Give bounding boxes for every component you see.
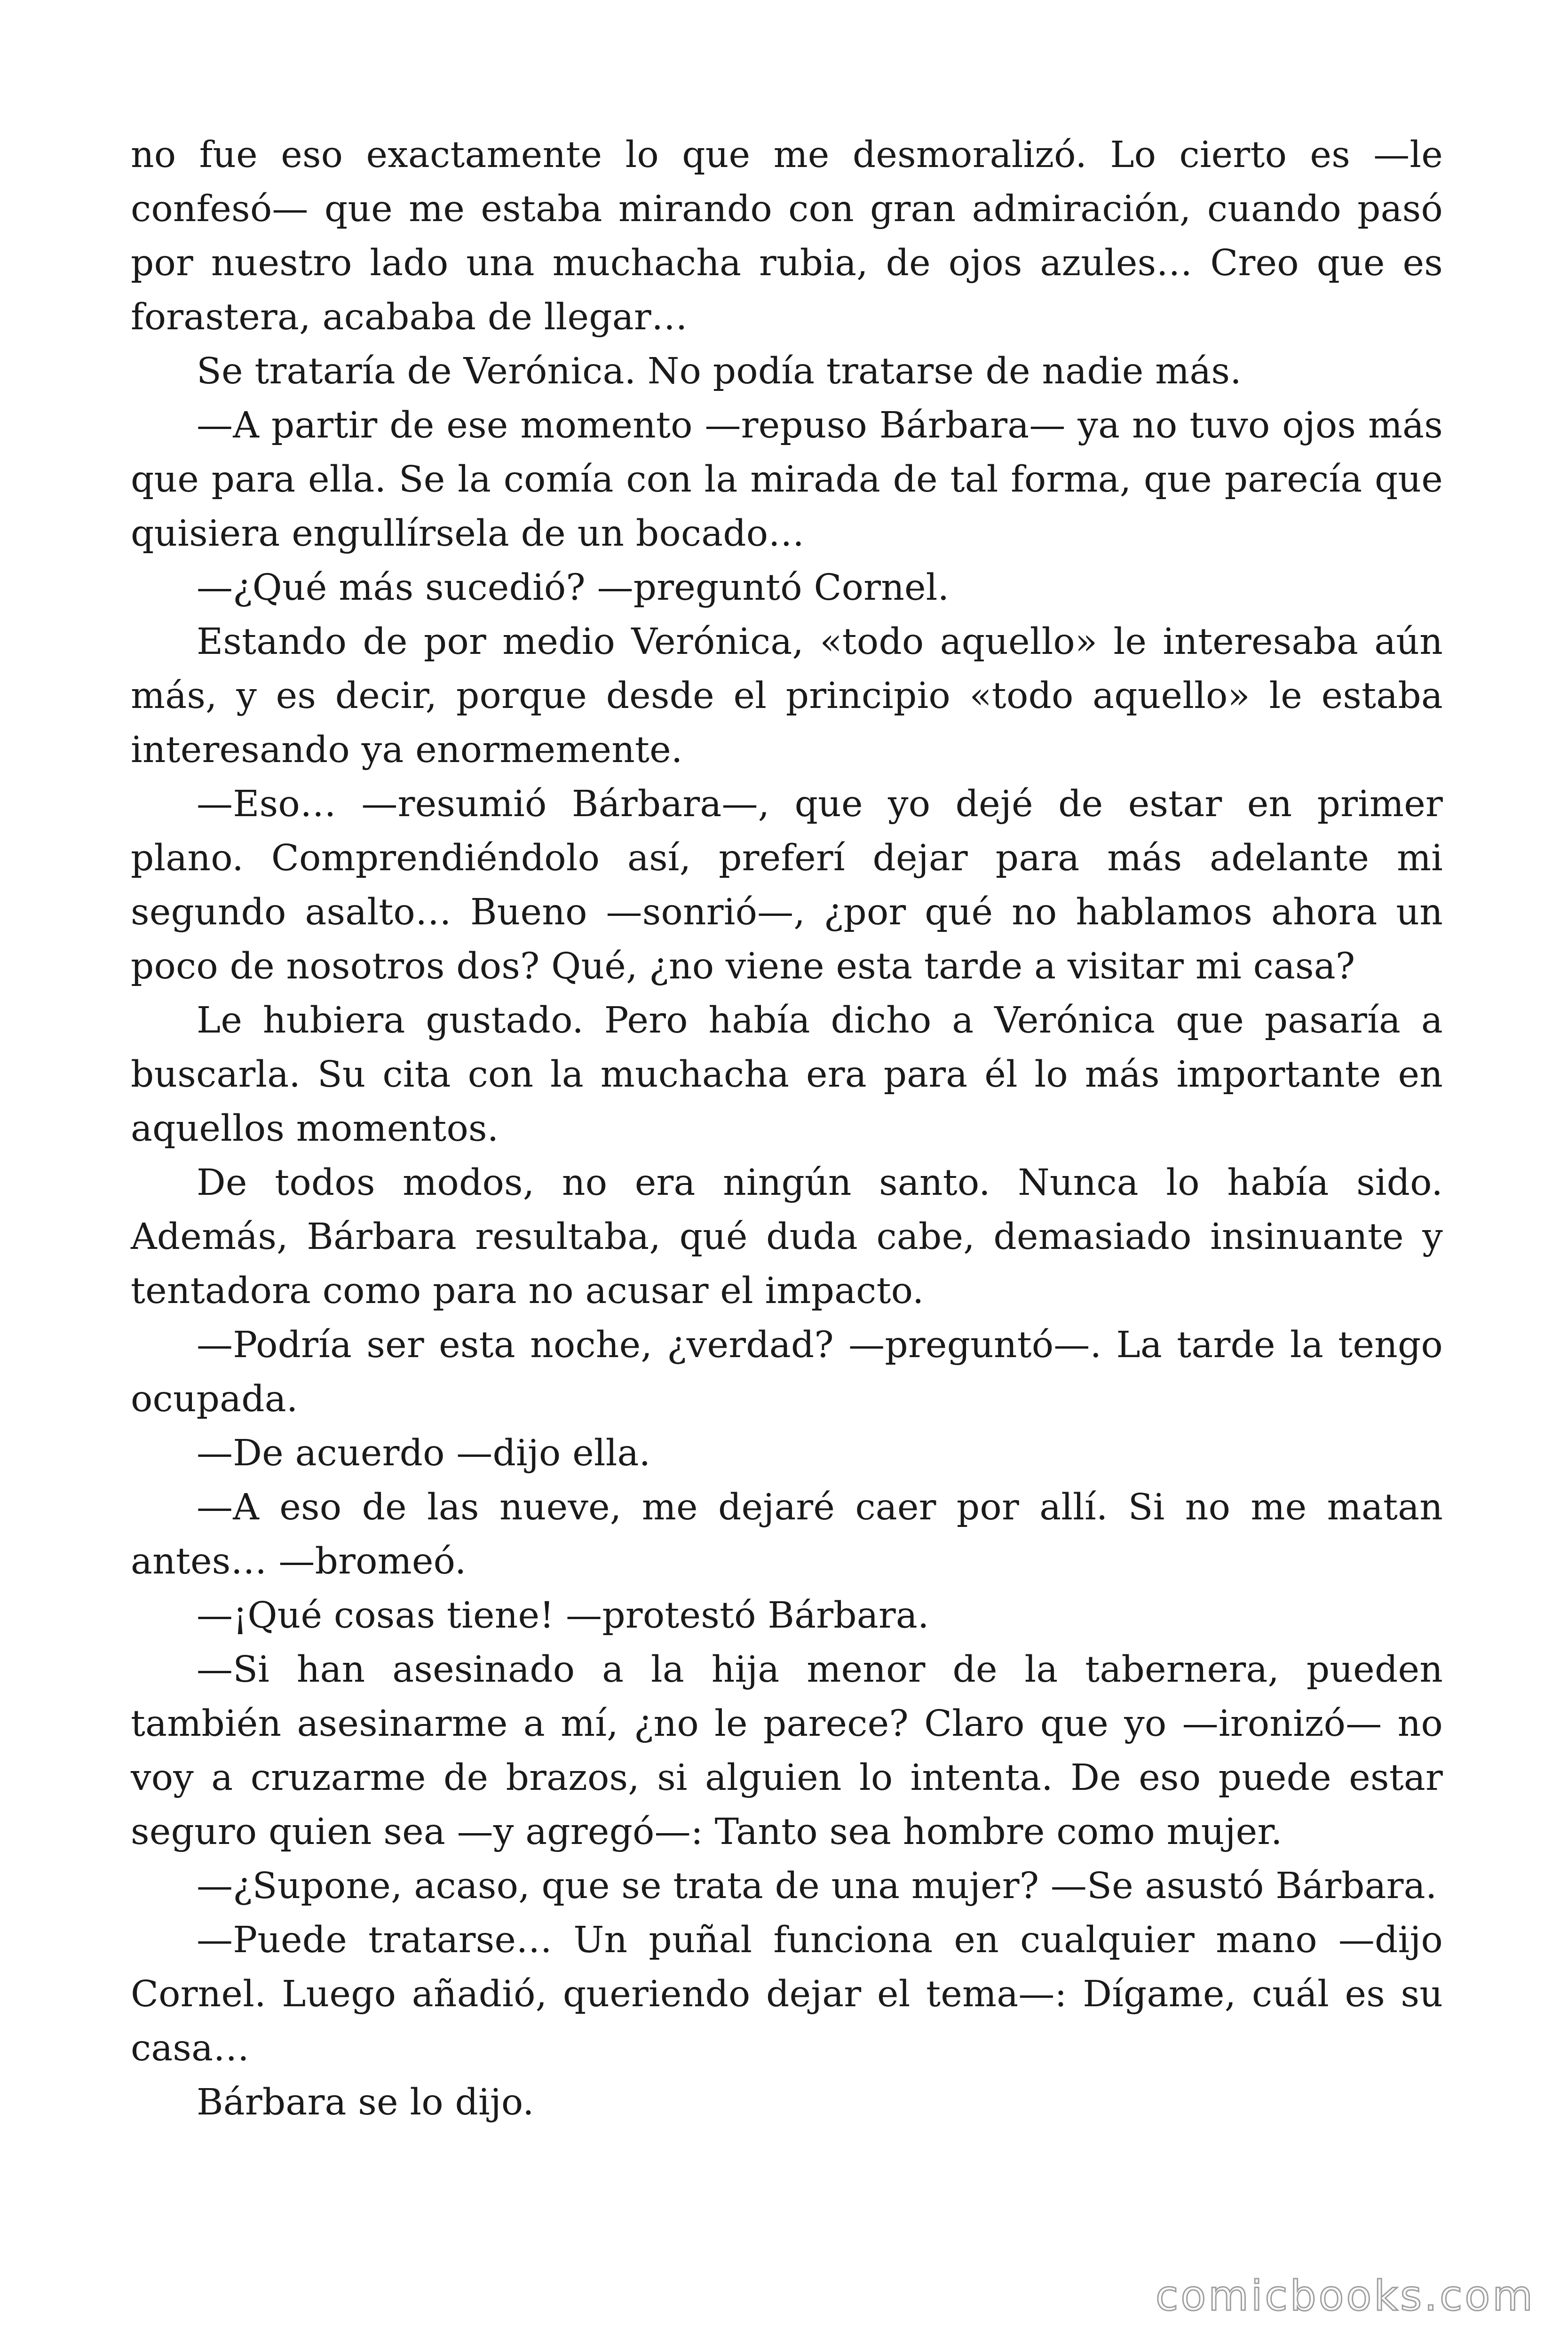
paragraph: —Podría ser esta noche, ¿verdad? —preguntó—. La tarde la tengo ocupada. bbox=[131, 1324, 1443, 1420]
paragraph: Bárbara se lo dijo. bbox=[197, 2082, 534, 2123]
paragraph: —¿Qué más sucedió? —preguntó Cornel. bbox=[197, 567, 950, 609]
paragraph: Estando de por medio Verónica, «todo aquello» le interesaba aún más, y es decir, porque desde el principio «todo aquello» le estaba interesando ya enormemente. bbox=[131, 621, 1443, 771]
paragraph: De todos modos, no era ningún santo. Nunca lo había sido. Además, Bárbara resultaba, qué duda cabe, demasiado insinuante y tentadora como para no acusar el impacto. bbox=[131, 1162, 1443, 1312]
paragraph: —A eso de las nueve, me dejaré caer por allí. Si no me matan antes… —bromeó. bbox=[131, 1486, 1443, 1582]
paragraph: —Si han asesinado a la hija menor de la tabernera, pueden también asesinarme a mí, ¿no le parece? Claro que yo —ironizó— no voy a cruzarme de brazos, si alguien lo intenta. De eso puede estar seguro quien sea —y agregó—: Tanto sea hombre como mujer. bbox=[131, 1649, 1443, 1853]
paragraph: —¿Supone, acaso, que se trata de una mujer? —Se asustó Bárbara. bbox=[197, 1865, 1437, 1907]
paragraph: —¡Qué cosas tiene! —protestó Bárbara. bbox=[197, 1595, 929, 1637]
paragraph: —Puede tratarse… Un puñal funciona en cualquier mano —dijo Cornel. Luego añadió, queriendo dejar el tema—: Dígame, cuál es su casa… bbox=[131, 1919, 1443, 2069]
paragraph: Le hubiera gustado. Pero había dicho a Verónica que pasaría a buscarla. Su cita con la muchacha era para él lo más importante en aquellos momentos. bbox=[131, 1000, 1443, 1150]
paragraph: —Eso… —resumió Bárbara—, que yo dejé de estar en primer plano. Comprendiéndolo así, preferí dejar para más adelante mi segundo asalto… Bueno —sonrió—, ¿por qué no hablamos ahora un poco de nosotros dos? Qué, ¿no viene esta tarde a visitar mi casa? bbox=[131, 783, 1443, 987]
paragraph: —A partir de ese momento —repuso Bárbara— ya no tuvo ojos más que para ella. Se la comía con la mirada de tal forma, que parecía que quisiera engullírsela de un bocado… bbox=[131, 405, 1443, 555]
paragraph: no fue eso exactamente lo que me desmoralizó. Lo cierto es —le confesó— que me estaba mirando con gran admiración, cuando pasó por nuestro lado una muchacha rubia, de ojos azules… Creo que es forastera, acababa de llegar… bbox=[131, 134, 1443, 338]
page-body bbox=[131, 128, 1443, 2130]
watermark: comicbooks.com bbox=[1155, 2272, 1535, 2320]
paragraph: —De acuerdo —dijo ella. bbox=[197, 1432, 651, 1474]
paragraph: Se trataría de Verónica. No podía tratarse de nadie más. bbox=[197, 350, 1242, 392]
